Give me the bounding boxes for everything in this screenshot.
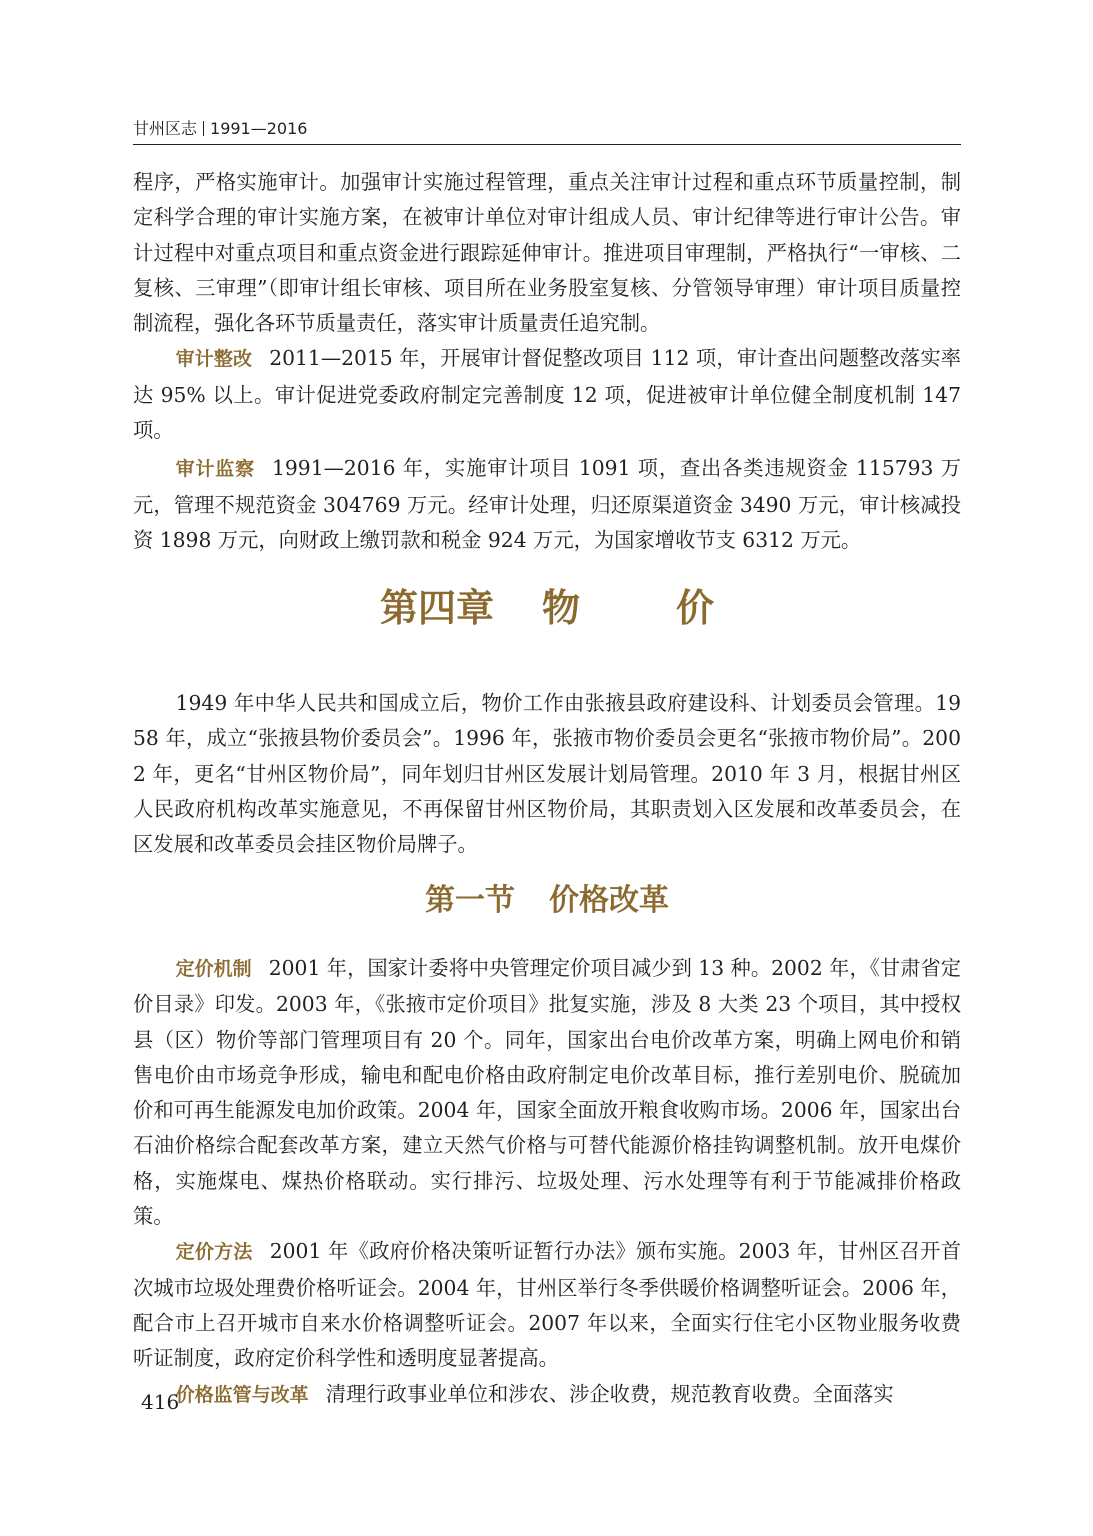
chapter-title-char: 价 — [676, 586, 715, 630]
entry-keyword: 价格监管与改革 — [175, 1383, 309, 1406]
entry-audit-supervision — [133, 451, 961, 558]
entry-audit-rectification — [133, 341, 961, 448]
entry-keyword: 审计整改 — [175, 348, 253, 371]
book-title: 甘州区志 — [133, 119, 198, 138]
section-heading — [133, 878, 961, 924]
entry-text: 2001 年，国家计委将中央管理定价项目减少到 13 种。2002 年，《甘肃省定价目录》印发。2003 年，《张掖市定价项目》批复实施，涉及 8 大类 23 个项目，其中授权县（区）物价等部门管理项目有 20 个。同年，国家出台电价改革方案，明确上网电价和销售电价由市场竞争形成，输电和配电价格由政府制定电价改革目标，推行差别电价、脱硫加价和可再生能源发电加价政策。2004 年，国家全面放开粮食收购市场。2006 年，国家出台石油价格综合配套改革方案，建立天然气价格与可替代能源价格挂钩调整机制。放开电煤价格，实施煤电、煤热价格联动。实行排污、垃圾处理、污水处理等有利于节能减排价格政策。 — [133, 956, 962, 1229]
entry-keyword: 定价机制 — [175, 958, 252, 980]
entry-pricing-mechanism — [133, 951, 961, 1234]
entry-text: 1991—2016 年，实施审计项目 1091 项，查出各类违规资金 115793 万元，管理不规范资金 304769 万元。经审计处理，归还原渠道资金 3490 万元，审计核减投资 1898 万元，向财政上缴罚款和税金 924 万元，为国家增收节支 6312 万元。 — [133, 456, 961, 552]
chapter-heading — [133, 580, 961, 636]
entry-keyword: 定价方法 — [175, 1241, 253, 1264]
section-title: 价格改革 — [549, 883, 669, 918]
entry-text: 2011—2015 年，开展审计督促整改项目 112 项，审计查出问题整改落实率达 95% 以上。审计促进党委政府制定完善制度 12 项，促进被审计单位健全制度机制 147 项。 — [133, 346, 961, 443]
entry-text: 2001 年《政府价格决策听证暂行办法》颁布实施。2003 年，甘州区召开首次城市垃圾处理费价格听证会。2004 年，甘州区举行冬季供暖价格调整听证会。2006 年，配合市上召开城市自来水价格调整听证会。2007 年以来，全面实行住宅小区物业服务收费听证制度，政府定价科学性和透明度显著提高。 — [133, 1239, 961, 1371]
running-header — [133, 118, 961, 145]
chapter-intro-paragraph: 1949 年中华人民共和国成立后，物价工作由张掖县政府建设科、计划委员会管理。1958 年，成立“张掖县物价委员会”。1996 年，张掖市物价委员会更名“张掖市物价局”。2002 年，更名“甘州区物价局”，同年划归甘州区发展计划局管理。2010 年 3 月，根据甘州区人民政府机构改革实施意见，不再保留甘州区物价局，其职责划入区发展和改革委员会，在区发展和改革委员会挂区物价局牌子。 — [133, 691, 961, 857]
chapter-title-char: 物 — [541, 586, 580, 630]
page-number: 416 — [141, 1390, 180, 1414]
entry-price-supervision — [133, 1377, 961, 1413]
entry-pricing-method — [133, 1234, 961, 1376]
entry-keyword: 审计监察 — [175, 458, 255, 481]
audit-section-body — [133, 165, 961, 558]
section-number: 第一节 — [425, 883, 515, 918]
year-range: 1991—2016 — [210, 119, 308, 138]
price-reform-body — [133, 951, 961, 1413]
header-divider — [203, 121, 204, 136]
chapter-intro — [133, 686, 961, 862]
continued-paragraph: 程序，严格实施审计。加强审计实施过程管理，重点关注审计过程和重点环节质量控制，制定科学合理的审计实施方案，在被审计单位对审计组成人员、审计纪律等进行审计公告。审计过程中对重点项目和重点资金进行跟踪延伸审计。推进项目审理制，严格执行“一审核、二复核、三审理”（即审计组长审核、项目所在业务股室复核、分管领导审理）审计项目质量控制流程，强化各环节质量责任，落实审计质量责任追究制。 — [133, 170, 961, 336]
entry-text: 清理行政事业单位和涉农、涉企收费，规范教育收费。全面落实 — [325, 1381, 894, 1406]
chapter-number: 第四章 — [379, 586, 494, 630]
